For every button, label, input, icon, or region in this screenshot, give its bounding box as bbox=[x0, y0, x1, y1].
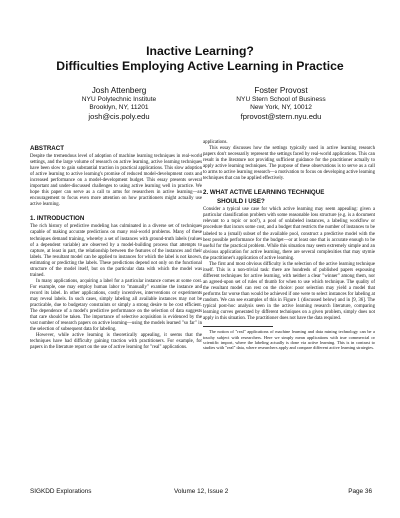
author-email[interactable]: fprovost@stern.nyu.edu bbox=[240, 112, 322, 121]
author-name: Josh Attenberg bbox=[91, 86, 147, 95]
section2-heading-line-1: 2. WHAT ACTIVE LEARNING TECHNIQUE bbox=[203, 189, 325, 197]
intro-paragraph-1: The rich history of predictive modeling has culminated in a diverse set of techniques capable of making accurate predictions on many real-world problems. Many of these techniques demand training, whereby a set of instances with ground-truth labels (values of a dependent variable) are observed by a model-building process that attempts to capture, at least in part, the relationship between the features of the instances and their labels. The resultant model can be applied to instances for which the label is not known, estimating or predicting the labels. These predictions depend not only on the functional structure of the model itself, but on the particular data with which the model was trained. bbox=[30, 224, 202, 278]
author-email[interactable]: josh@cis.poly.edu bbox=[88, 112, 150, 121]
section2-paragraph-1: Consider a typical use case for which active learning may seem appealing: given a particular classification problem with some reasonable loss structure (e.g. is a document relevant to a topic or not?), a pool of unlabeled instances, a labeling workflow or procedure that incurs some cost, and a budget that restricts the number of instances to be labeled to a (small) subset of the available pool, construct a predictive model with the best possible performance for the budget—or at least one that is accurate enough to be useful for the practical problem. While this situation may seem extremely simple and an obvious application for active learning, there are several complexities that may stymie the practitioner's application of active learning. bbox=[203, 207, 375, 261]
author-block-2 bbox=[206, 86, 356, 122]
section2-paragraph-2: The first and most obvious difficulty is the selection of the active learning technique itself. This is a non-trivial task: there are hundreds of published papers espousing different techniques for active learning, with neither a clear "winner" among them, nor an agreed-upon set of rules of thumb for when to use which technique. The quality of the resultant model can rest on the choice: poor selection may yield a model that performs far worse than would be achieved if one were to select instances for labeling at random. We can see examples of this in Figure 1 (discussed below) and in [9, 36]. The typical post-hoc analysis seen in the active learning research literature, comparing learning curves generated by different techniques on a given problem, simply does not apply in this situation. The practitioner does not have the data required. bbox=[203, 261, 375, 322]
author-affiliation: NYU Polytechnic Institute bbox=[81, 96, 157, 103]
author-block-1 bbox=[44, 86, 194, 122]
right-paragraph-2: This essay discusses how the settings typically used in active learning research papers don't necessarily represent the settings faced by real-world applications. This can result in the literature not providing sufficient guidance for the practitioner actually to apply active learning techniques. The purpose of these observations is to serve as a call to arms to active learning research—a motivation to focus on developing active learning techniques that can be applied effectively. bbox=[203, 146, 375, 182]
right-paragraph-1: applications. bbox=[203, 140, 228, 145]
section2-heading-line-2: SHOULD I USE? bbox=[217, 198, 265, 206]
title-line-2: Difficulties Employing Active Learning in Practice bbox=[56, 59, 344, 73]
footer-volume: Volume 12, Issue 2 bbox=[174, 488, 229, 495]
footnote: The notion of "real" applications of machine learning and data mining technology can be a touchy subject with researchers. Here we simply mean applications with true commercial or scientific import, where the labeling actually is done via active learning. This is in contrast to studies with "real" data, where researchers apply and compare different active learning strategies. bbox=[203, 329, 375, 351]
abstract-text: Despite the tremendous level of adoption of machine learning techniques in real-world settings, and the large volume of research on active learning, active learning techniques have been slow to gain substantial traction in practical applications. This slow adoption of active learning to active learning's promise of reduced model-development costs and increased performance on a model-development budget. This essay presents several important and under-discussed challenges to using active learning well in practice. We hope this paper can serve as a call to arms for researchers in active learning—an encouragement to focus even more attention on how practitioners might actually use active learning. bbox=[30, 154, 202, 208]
author-address: New York, NY, 10012 bbox=[250, 104, 312, 111]
author-address: Brooklyn, NY, 11201 bbox=[89, 104, 149, 111]
right-column bbox=[203, 140, 375, 351]
title-line-1: Inactive Learning? bbox=[146, 44, 254, 58]
footer-journal: SIGKDD Explorations bbox=[30, 488, 92, 495]
footnote-rule bbox=[203, 326, 273, 327]
intro-paragraph-2: In many applications, acquiring a label for a particular instance comes at some cost. For example, one may employ human labor to "manually" examine the instance and record its label. In other applications, costly incentives, interventions or experiments may reveal labels. In such cases, simply labeling all available instances may not be practicable, due to budgetary constraints or simply a strong desire to be cost efficient. The dependence of a model's predictive performance on the selection of data suggests that care should be taken. The importance of selective acquisition is evidenced by the vast number of research papers on active learning—using the models learned "so far" in the selection of subsequent data for labeling. bbox=[30, 278, 202, 333]
intro-heading: 1. INTRODUCTION bbox=[30, 215, 85, 223]
abstract-heading: ABSTRACT bbox=[30, 145, 65, 152]
author-name: Foster Provost bbox=[254, 86, 308, 95]
footer-page: Page 36 bbox=[348, 488, 372, 495]
intro-paragraph-3: However, while active learning is theoretically appealing, it seems that the techniques have had difficulty gaining traction with practitioners. For example, for papers in the literature report on the use of active learning for "real" applications. bbox=[30, 333, 202, 351]
left-column bbox=[30, 145, 202, 351]
paper-title bbox=[0, 44, 400, 74]
author-affiliation: NYU Stern School of Business bbox=[236, 96, 326, 103]
